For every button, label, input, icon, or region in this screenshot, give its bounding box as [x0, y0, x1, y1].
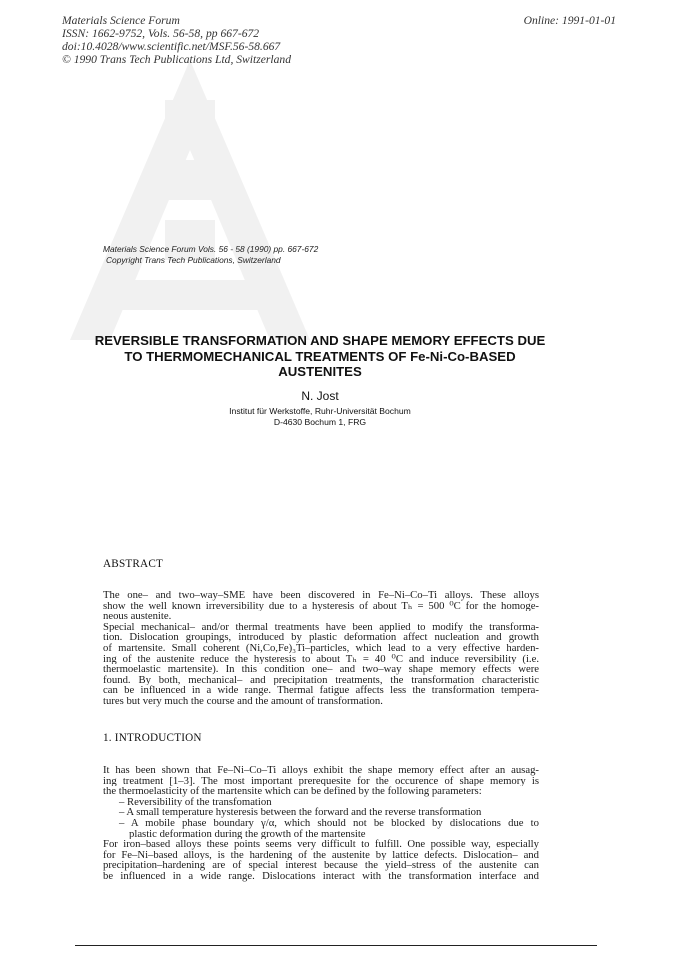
text-line: ing of the austenite reduce the hysteresis to about Tₕ = 40 ⁰C and induce reversibility (i.e. [103, 653, 539, 665]
text-line: the thermoelasticity of the martensite which can be defined by the following parameters: [103, 786, 482, 797]
abstract-heading: ABSTRACT [103, 558, 164, 570]
list-item: – A mobile phase boundary γ/α, which should not be blocked by dislocations due to [119, 817, 539, 829]
affiliation-line: D-4630 Bochum 1, FRG [273, 416, 367, 427]
affiliation-line: Institut für Werkstoffe, Ruhr-Universität Bochum [229, 405, 411, 416]
footer-rule [75, 945, 597, 946]
paper-title [90, 333, 550, 380]
original-citation [103, 244, 318, 266]
text-line: found. By both, mechanical– and precipitation treatments, the transformation characteristic [103, 674, 539, 686]
list-item-continuation: plastic deformation during the growth of the martensite [129, 828, 366, 840]
text-line: ing treatment [1–3]. The most important prerequesite for the occurence of shape memory is [103, 775, 539, 787]
text-line: Special mechanical– and/or thermal treatments have been applied to modify the transforma- [103, 621, 539, 633]
journal-header [62, 14, 291, 66]
introduction-body [103, 765, 539, 882]
copyright-line: © 1990 Trans Tech Publications Ltd, Switzerland [62, 53, 292, 66]
title-line: TO THERMOMECHANICAL TREATMENTS OF Fe-Ni-Co-BASED [124, 348, 516, 364]
text-line: tures but very much the course and the amount of transformation. [103, 695, 383, 707]
abstract-paragraph-1 [103, 590, 539, 707]
introduction-heading: 1. INTRODUCTION [103, 732, 202, 744]
list-item: – Reversibility of the transfomation [119, 796, 272, 808]
journal-name: Materials Science Forum [62, 14, 180, 27]
text-line: precipitation–hardening are of special interest because the yield–stress of the austenite can [103, 860, 539, 871]
text-line: for Fe–Ni–based alloys, is the hardening of the austenite by lattice defects. Dislocation– and [103, 849, 539, 861]
citation-line: Materials Science Forum Vols. 56 - 58 (1990) pp. 667-672 [103, 244, 319, 254]
citation-copyright: Copyright Trans Tech Publications, Switzerland [106, 255, 281, 265]
text-line: can be influenced in a wide range. Thermal fatigue affects less the transformation tempera- [103, 685, 539, 696]
list-item: – A small temperature hysteresis between the forward and the reverse transformation [119, 807, 482, 818]
text-line: It has been shown that Fe–Ni–Co–Ti alloys exhibit the shape memory effect after an ausag- [103, 765, 539, 776]
text-line: For iron–based alloys these points seems very difficult to fulfill. One possible way, especially [103, 839, 539, 850]
online-date: Online: 1991-01-01 [523, 14, 616, 27]
author-name: N. Jost [301, 388, 339, 403]
text-line: neous austenite. [103, 611, 172, 622]
text-line: show the well known irreversibility due to a hysteresis of about Tₕ = 500 ⁰C for the homoge- [103, 600, 539, 612]
text-line: thermoelastic martensite). In this condition one– and two–way shape memory effects were [103, 664, 539, 675]
affiliation [90, 406, 550, 428]
text-line: The one– and two–way–SME have been discovered in Fe–Ni–Co–Ti alloys. These alloys [103, 590, 539, 601]
title-block [90, 333, 550, 428]
publisher-watermark [50, 40, 350, 360]
text-line: of martensite. Small coherent (Ni,Co,Fe)₃Ti–particles, which lead to a very effective harden- [103, 642, 539, 654]
text-line: tion. Dislocation groupings, introduced by plastic deformation affect nucleation and growth [103, 632, 539, 643]
issn-line: ISSN: 1662-9752, Vols. 56-58, pp 667-672 [62, 27, 260, 40]
title-line: REVERSIBLE TRANSFORMATION AND SHAPE MEMORY EFFECTS DUE [94, 333, 546, 348]
doi-line: doi:10.4028/www.scientific.net/MSF.56-58.667 [62, 40, 281, 53]
text-line: be influenced in a wide range. Dislocations interact with the transformation interface and [103, 870, 539, 882]
title-line: AUSTENITES [278, 364, 362, 379]
